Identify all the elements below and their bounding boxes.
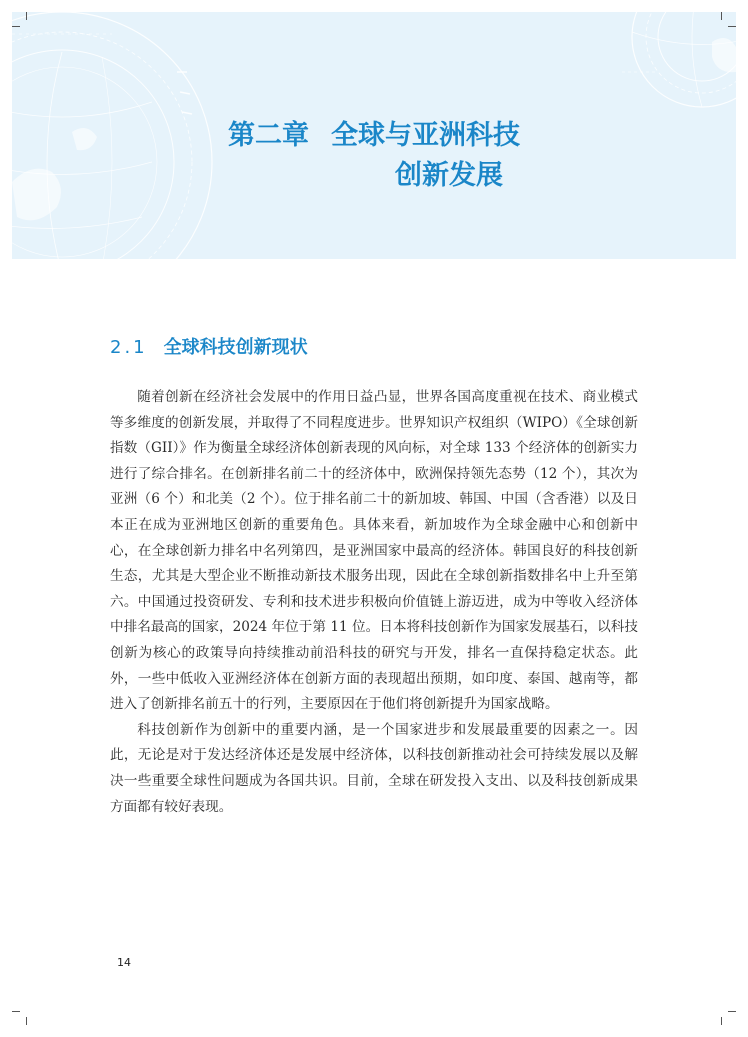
crop-mark-top-left: [12, 26, 20, 27]
chapter-title-line2: 创新发展: [395, 160, 503, 191]
chapter-title-line1: [0, 116, 748, 156]
paragraph: 随着创新在经济社会发展中的作用日益凸显，世界各国高度重视在技术、商业模式等多维度的创新发展，并取得了不同程度进步。世界知识产权组织（WIPO）《全球创新指数（GII）》作为衡量全球经济体创新表现的风向标，对全球 133 个经济体的创新实力进行了综合排名。在创新排名前二十的经济体中，欧洲保持领先态势（12 个），其次为亚洲（6 个）和北美（2 个）。位于排名前二十的新加坡、韩国、中国（含香港）以及日本正在成为亚洲地区创新的重要角色。具体来看，新加坡作为全球金融中心和创新中心，在全球创新力排名中名列第四，是亚洲国家中最高的经济体。韩国良好的科技创新生态，尤其是大型企业不断推动新技术服务出现，因此在全球创新指数排名中上升至第六。中国通过投资研发、专利和技术进步积极向价值链上游迈进，成为中等收入经济体中排名最高的国家，2024 年位于第 11 位。日本将科技创新作为国家发展基石，以科技创新为核心的政策导向持续推动前沿科技的研究与开发，排名一直保持稳定状态。此外，一些中低收入亚洲经济体在创新方面的表现超出预期，如印度、泰国、越南等，都进入了创新排名前五十的行列，主要原因在于他们将创新提升为国家战略。: [110, 389, 638, 713]
section-number: 2.1: [110, 337, 148, 358]
chapter-title: [0, 116, 748, 196]
section-title: 全球科技创新现状: [163, 337, 308, 358]
crop-mark-bottom-left: [26, 1017, 27, 1025]
chapter-title-text: 全球与亚洲科技: [331, 120, 520, 151]
crop-mark-bottom-right: [721, 1017, 722, 1025]
paragraph: 科技创新作为创新中的重要内涵，是一个国家进步和发展最重要的因素之一。因此，无论是对于发达经济体还是发展中经济体，以科技创新推动社会可持续发展以及解决一些重要全球性问题成为各国共识。目前，全球在研发投入支出、以及科技创新成果方面都有较好表现。: [110, 721, 638, 815]
section-heading: [110, 333, 308, 359]
crop-mark-top-left: [26, 12, 27, 20]
crop-mark-top-right: [728, 26, 736, 27]
chapter-number: 第二章: [228, 120, 309, 151]
crop-mark-bottom-right: [728, 1011, 736, 1012]
body-text: [110, 385, 638, 820]
crop-mark-top-right: [721, 12, 722, 20]
page-number: 14: [117, 956, 131, 969]
crop-mark-bottom-left: [12, 1011, 20, 1012]
